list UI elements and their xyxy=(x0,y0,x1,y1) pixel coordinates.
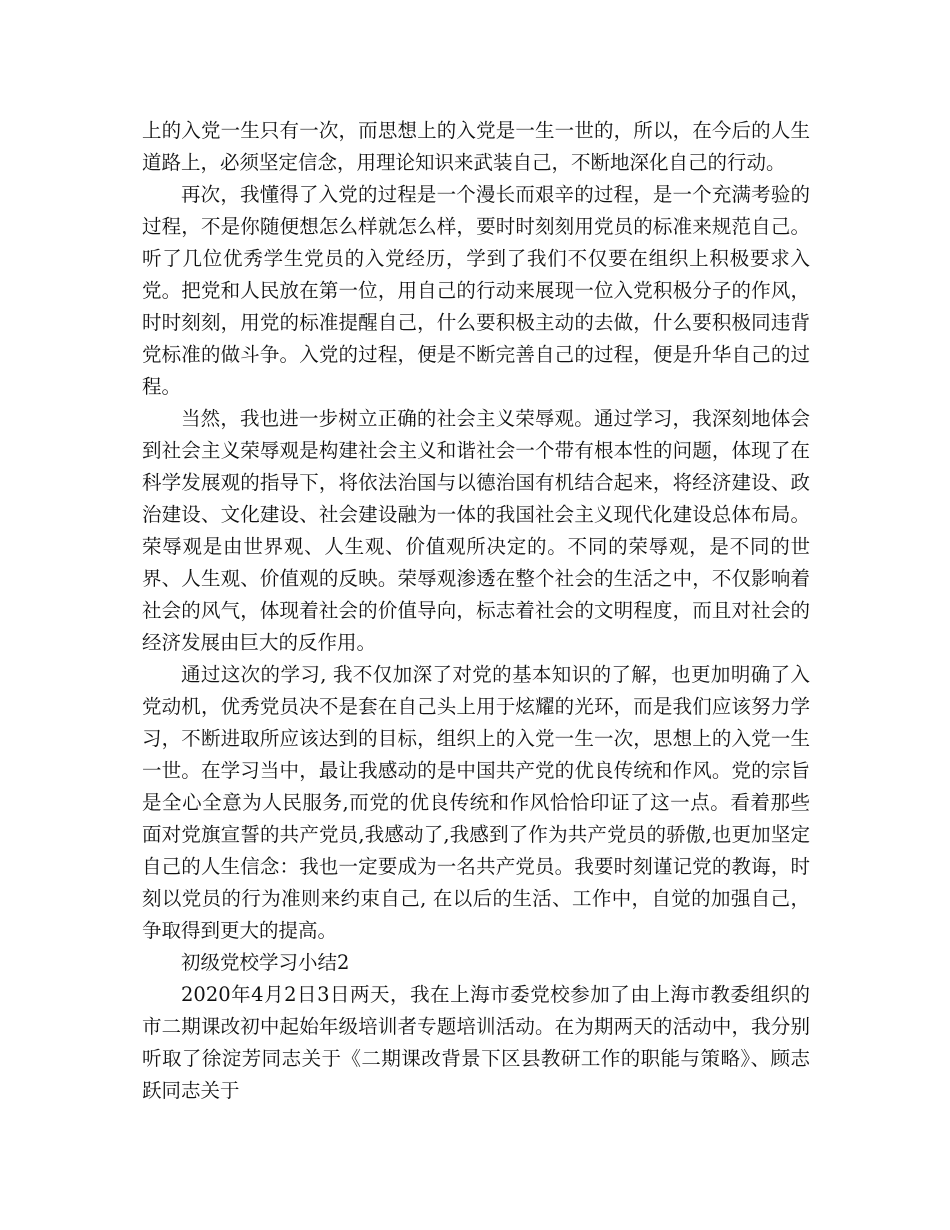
paragraph-process-of-joining: 再次，我懂得了入党的过程是一个漫长而艰辛的过程，是一个充满考验的过程，不是你随便想怎么样就怎么样，要时时刻刻用党员的标准来规范自己。听了几位优秀学生党员的入党经历，学到了我们不仅要在组织上积极要求入党。把党和人民放在第一位，用自己的行动来展现一位入党积极分子的作风，时时刻刻，用党的标准提醒自己，什么要积极主动的去做，什么要积极同违背党标准的做斗争。入党的过程，便是不断完善自己的过程，便是升华自己的过程。 xyxy=(142,183,810,398)
document-body xyxy=(142,115,810,1107)
paragraph-continuation: 上的入党一生只有一次，而思想上的入党是一生一世的，所以，在今后的人生道路上，必须坚定信念，用理论知识来武装自己，不断地深化自己的行动。 xyxy=(142,119,810,174)
paragraph-study-summary: 通过这次的学习, 我不仅加深了对党的基本知识的了解，也更加明确了入党动机，优秀党员决不是套在自己头上用于炫耀的光环，而是我们应该努力学习，不断进取所应该达到的目标，组织上的入党一生一次，思想上的入党一生一世。在学习当中，最让我感动的是中国共产党的优良传统和作风。党的宗旨是全心全意为人民服务,而党的优良传统和作风恰恰印证了这一点。看着那些面对党旗宣誓的共产党员,我感动了,我感到了作为共产党员的骄傲,也更加坚定自己的人生信念：我也一定要成为一名共产党员。我要时刻谨记党的教诲，时刻以党员的行为准则来约束自己, 在以后的生活、工作中，自觉的加强自己，争取得到更大的提高。 xyxy=(142,663,810,942)
paragraph-training-event: 2020年4月2日3日两天，我在上海市委党校参加了由上海市教委组织的市二期课改初中起始年级培训者专题培训活动。在为期两天的活动中，我分别听取了徐淀芳同志关于《二期课改背景下区县教研工作的职能与策略》、顾志跃同志关于 xyxy=(142,983,810,1102)
paragraph-honor-view: 当然，我也进一步树立正确的社会主义荣辱观。通过学习，我深刻地体会到社会主义荣辱观是构建社会主义和谐社会一个带有根本性的问题，体现了在科学发展观的指导下，将依法治国与以德治国有机结合起来，将经济建设、政治建设、文化建设、社会建设融为一体的我国社会主义现代化建设总体布局。荣辱观是由世界观、人生观、价值观所决定的。不同的荣辱观，是不同的世界、人生观、价值观的反映。荣辱观渗透在整个社会的生活之中，不仅影响着社会的风气，体现着社会的价值导向，标志着社会的文明程度，而且对社会的经济发展由巨大的反作用。 xyxy=(142,407,810,654)
section-heading: 初级党校学习小结2 xyxy=(181,951,350,974)
